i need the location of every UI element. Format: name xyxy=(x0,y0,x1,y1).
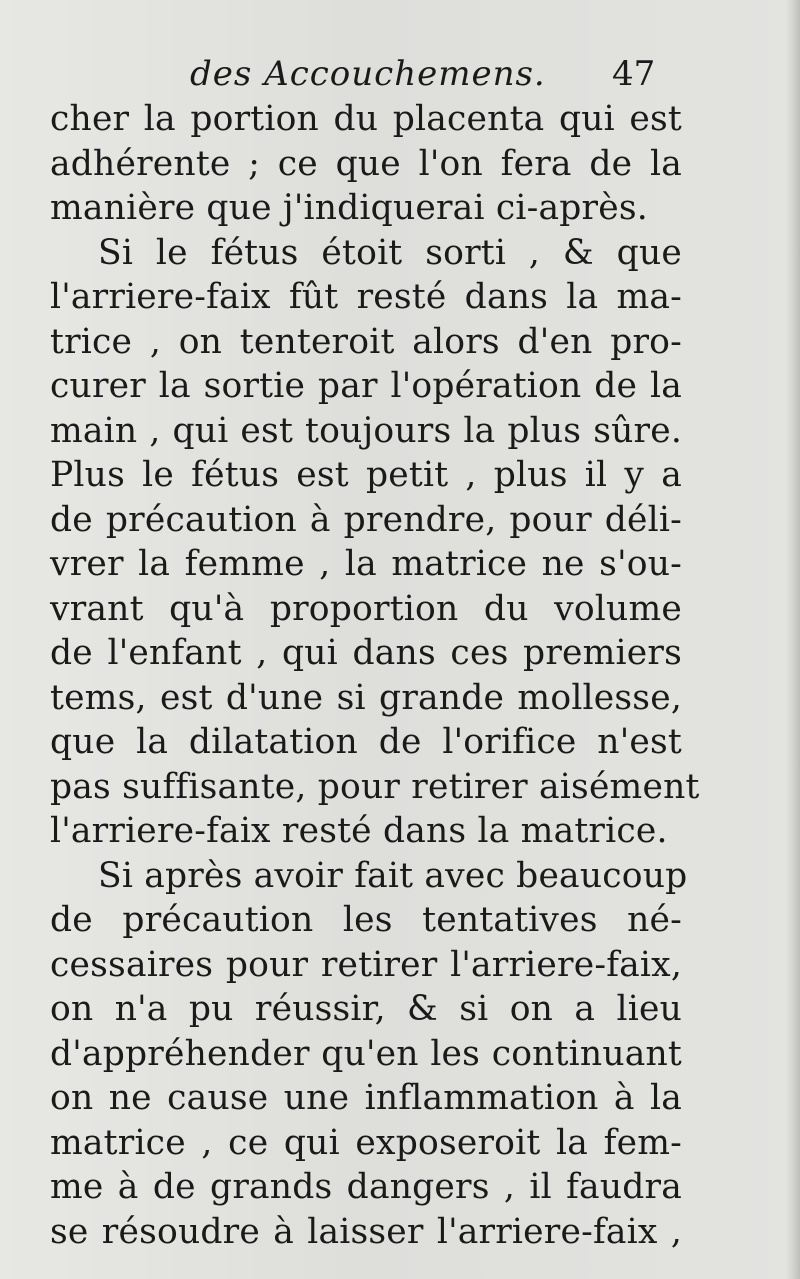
text-line: d'appréhender qu'en les continuant xyxy=(50,1033,682,1074)
text-line: de précaution à prendre, pour déli- xyxy=(50,499,682,540)
page-number: 47 xyxy=(612,54,656,94)
text-line: on n'a pu réussir, & si on a lieu xyxy=(50,989,682,1029)
text-line: de l'enfant , qui dans ces premiers xyxy=(50,633,682,673)
text-line: adhérente ; ce que l'on fera de la xyxy=(50,143,682,184)
text-line: manière que j'indiquerai ci-après. xyxy=(50,188,648,228)
text-line: curer la sortie par l'opération de la xyxy=(50,366,682,406)
text-line: Plus le fétus est petit , plus il y a xyxy=(50,455,682,495)
text-line: vrer la femme , la matrice ne s'ou- xyxy=(50,544,682,584)
text-line: l'arriere-faix fût resté dans la ma- xyxy=(50,277,682,317)
text-line: main , qui est toujours la plus sûre. xyxy=(50,410,682,451)
text-line: trice , on tenteroit alors d'en pro- xyxy=(50,321,682,362)
text-line: se résoudre à laisser l'arriere-faix , xyxy=(50,1211,682,1252)
paragraph-first-line: Si le fétus étoit sorti , & que xyxy=(98,232,682,273)
text-line: on ne cause une inflammation à la xyxy=(50,1078,682,1118)
text-line: cher la portion du placenta qui est xyxy=(50,99,682,139)
text-line: vrant qu'à proportion du volume xyxy=(50,588,682,629)
paragraph-first-line: Si après avoir fait avec beaucoup xyxy=(98,855,688,896)
text-line: que la dilatation de l'orifice n'est xyxy=(50,722,682,762)
running-title: des Accouchemens. xyxy=(190,54,546,94)
text-body xyxy=(50,97,700,1254)
text-line: me à de grands dangers , il faudra xyxy=(50,1167,682,1207)
page-edge-shadow xyxy=(786,0,800,1279)
text-line: de précaution les tentatives né- xyxy=(50,900,682,940)
text-line: matrice , ce qui exposeroit la fem- xyxy=(50,1122,682,1163)
text-line: cessaires pour retirer l'arriere-faix, xyxy=(50,944,682,985)
text-line: l'arriere-faix resté dans la matrice. xyxy=(50,811,668,851)
text-line: tems, est d'une si grande mollesse, xyxy=(50,677,682,718)
text-line: pas suffisante, pour retirer aisément xyxy=(50,766,700,807)
